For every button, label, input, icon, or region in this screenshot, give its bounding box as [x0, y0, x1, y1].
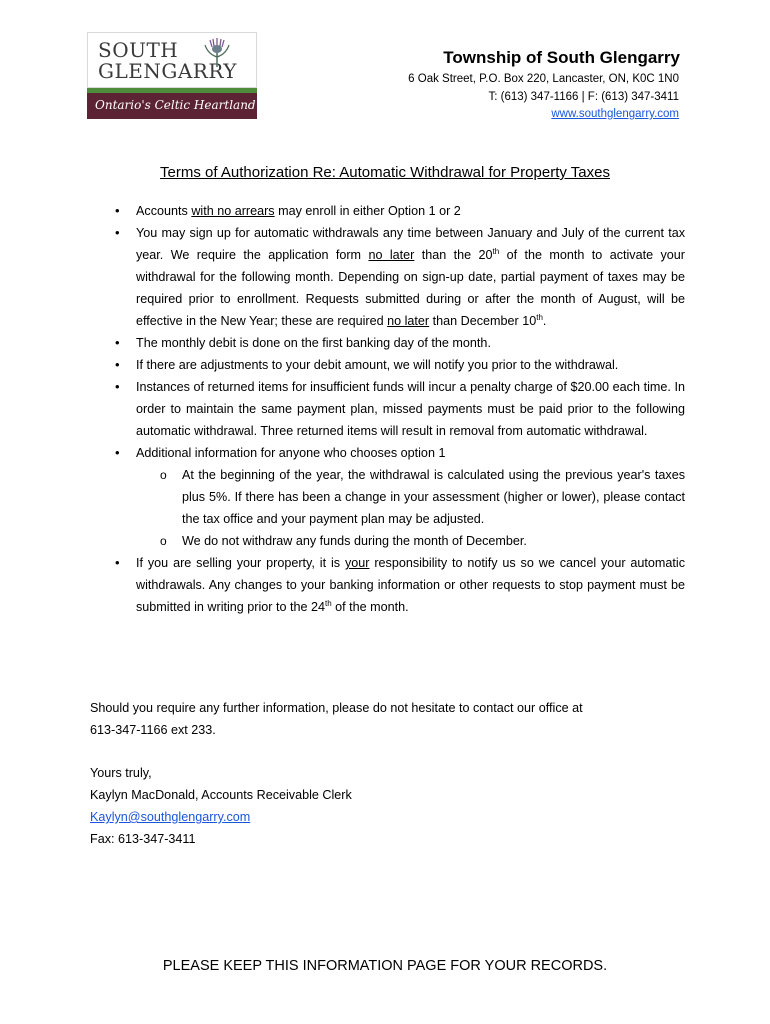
term-text: of the month.: [331, 600, 409, 614]
salutation: Yours truly,: [90, 766, 152, 780]
term-adjustments: • If there are adjustments to your debit amount, we will notify you prior to the withdrawal.: [100, 354, 685, 376]
ordinal-suffix: th: [536, 312, 543, 322]
organization-address: 6 Oak Street, P.O. Box 220, Lancaster, ON, K0C 1N0: [408, 73, 679, 85]
organization-phone-fax: T: (613) 347-1166 | F: (613) 347-3411: [488, 91, 679, 103]
term-underlined-text: no later: [387, 314, 430, 328]
term-text: may enroll in either Option 1 or 2: [274, 204, 461, 218]
signature-block: [90, 762, 352, 850]
document-title-text: Terms of Authorization Re: Automatic Withdrawal for Property Taxes: [160, 164, 610, 181]
records-notice: PLEASE KEEP THIS INFORMATION PAGE FOR YOUR RECORDS.: [162, 958, 608, 974]
term-text: than the 20: [414, 248, 493, 262]
thistle-icon: [201, 37, 233, 69]
term-text: If you are selling your property, it is: [136, 556, 345, 570]
terms-list: [100, 200, 685, 618]
subterm-calculation: o At the beginning of the year, the withdrawal is calculated using the previous year's taxes plus 5%. If there has been a change in your assessment (higher or lower), please contact the tax office and your payment plan may be adjusted.: [136, 464, 685, 530]
logo-tagline: Ontario's Celtic Heartland: [95, 98, 256, 112]
term-signup-period: [100, 222, 685, 332]
signer-name-title: Kaylyn MacDonald, Accounts Receivable Clerk: [90, 788, 352, 802]
term-text: responsibility to notify us so we cancel your automatic withdrawals. Any changes to your banking information or other requests to stop payment must be submitted in writing prior to the 24: [136, 556, 685, 614]
email-link[interactable]: Kaylyn@southglengarry.com: [90, 810, 251, 824]
logo-word-glengarry: GLENGARRY: [98, 59, 237, 83]
term-underlined-text: your: [344, 556, 370, 570]
term-returned-items: • Instances of returned items for insufficient funds will incur a penalty charge of $20.00 each time. In order to maintain the same payment plan, missed payments must be paid prior to the following automatic withdrawal. Three returned items will result in removal from automatic withdrawal.: [100, 376, 685, 442]
term-text: You may sign up for automatic withdrawals any time between January and July of the current tax year. We require the application form: [136, 226, 685, 262]
closing-paragraph: [90, 697, 680, 741]
term-text: Accounts: [136, 204, 192, 218]
term-text: of the month to activate your withdrawal for the following month. Depending on sign-up date, partial payment of taxes may be required prior to enrollment. Requests submitted during or after the month of August, will be effective in the New Year; these are required: [136, 248, 685, 328]
township-logo: [87, 32, 257, 119]
subterm-december: o We do not withdraw any funds during the month of December.: [136, 530, 685, 552]
website-link[interactable]: www.southglengarry.com: [551, 108, 679, 120]
document-title: [0, 164, 770, 181]
term-underlined-text: no later: [368, 248, 415, 262]
ordinal-suffix: th: [492, 246, 500, 256]
term-enrollment-eligibility: [100, 200, 685, 222]
option-1-sublist: [136, 464, 685, 552]
term-selling-property: [100, 552, 685, 618]
organization-name: Township of South Glengarry: [443, 48, 680, 67]
term-option-1-info: [100, 442, 685, 552]
ordinal-suffix: th: [325, 598, 332, 608]
term-text: Additional information for anyone who chooses option 1: [136, 446, 446, 460]
terms-content: [100, 200, 685, 618]
term-debit-date: • The monthly debit is done on the first banking day of the month.: [100, 332, 685, 354]
closing-phone: 613-347-1166 ext 233.: [90, 723, 216, 737]
signer-fax: Fax: 613-347-3411: [90, 832, 196, 846]
term-text: than December 10: [429, 314, 537, 328]
term-text: .: [542, 314, 547, 328]
closing-text: Should you require any further information, please do not hesitate to contact our office at: [90, 701, 583, 715]
term-underlined-text: with no arrears: [191, 204, 275, 218]
logo-wordmark-panel: [87, 32, 257, 88]
logo-word-south: SOUTH: [98, 38, 179, 62]
